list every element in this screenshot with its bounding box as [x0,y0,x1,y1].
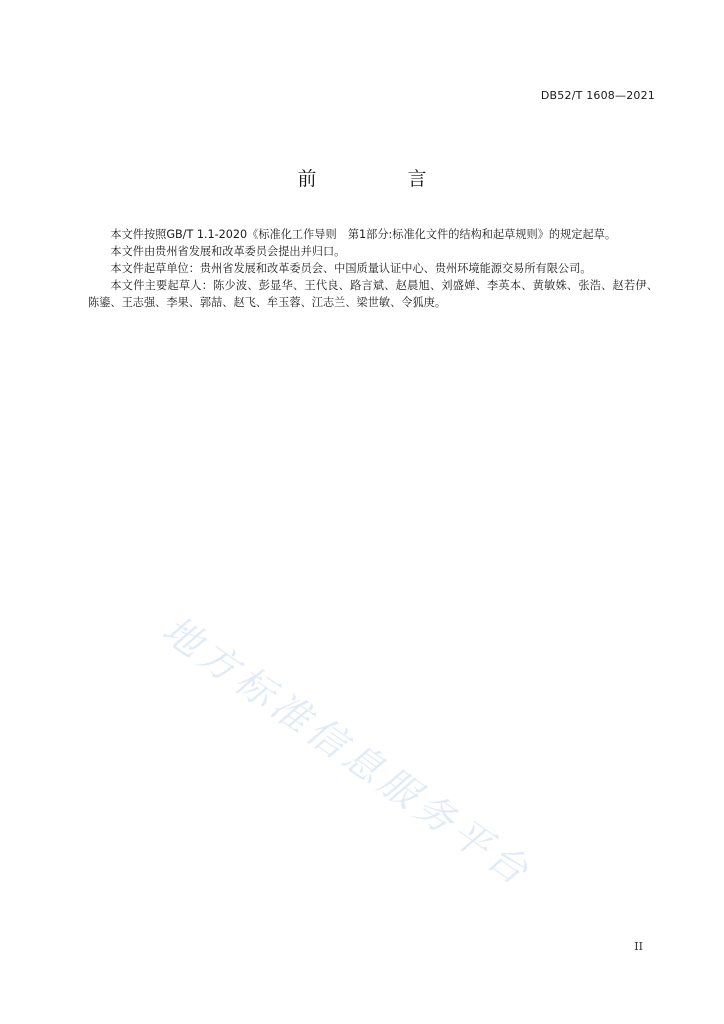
paragraph-proposer: 本文件由贵州省发展和改革委员会提出并归口。 [110,245,346,258]
foreword-body [88,226,658,311]
standard-code: DB52/T 1608—2021 [540,89,655,102]
page-title: 前 言 [297,168,463,190]
paragraph-drafters: 本文件主要起草人：陈少波、彭显华、王代良、路言斌、赵晨旭、刘盛婵、李英本、黄敏姝、张浩、赵若伊、陈鎏、王志强、李果、郭喆、赵飞、牟玉蓉、江志兰、梁世敏、令狐庚。 [88,279,658,309]
watermark: 地方标准信息服务平台 [154,607,541,896]
paragraph-drafting-units: 本文件起草单位：贵州省发展和改革委员会、中国质量认证中心、贵州环境能源交易所有限公司。 [110,262,592,275]
paragraph-drafting-rules: 本文件按照GB/T 1.1-2020《标准化工作导则 第1部分:标准化文件的结构和起草规则》的规定起草。 [110,228,617,241]
page-number: II [634,940,643,953]
